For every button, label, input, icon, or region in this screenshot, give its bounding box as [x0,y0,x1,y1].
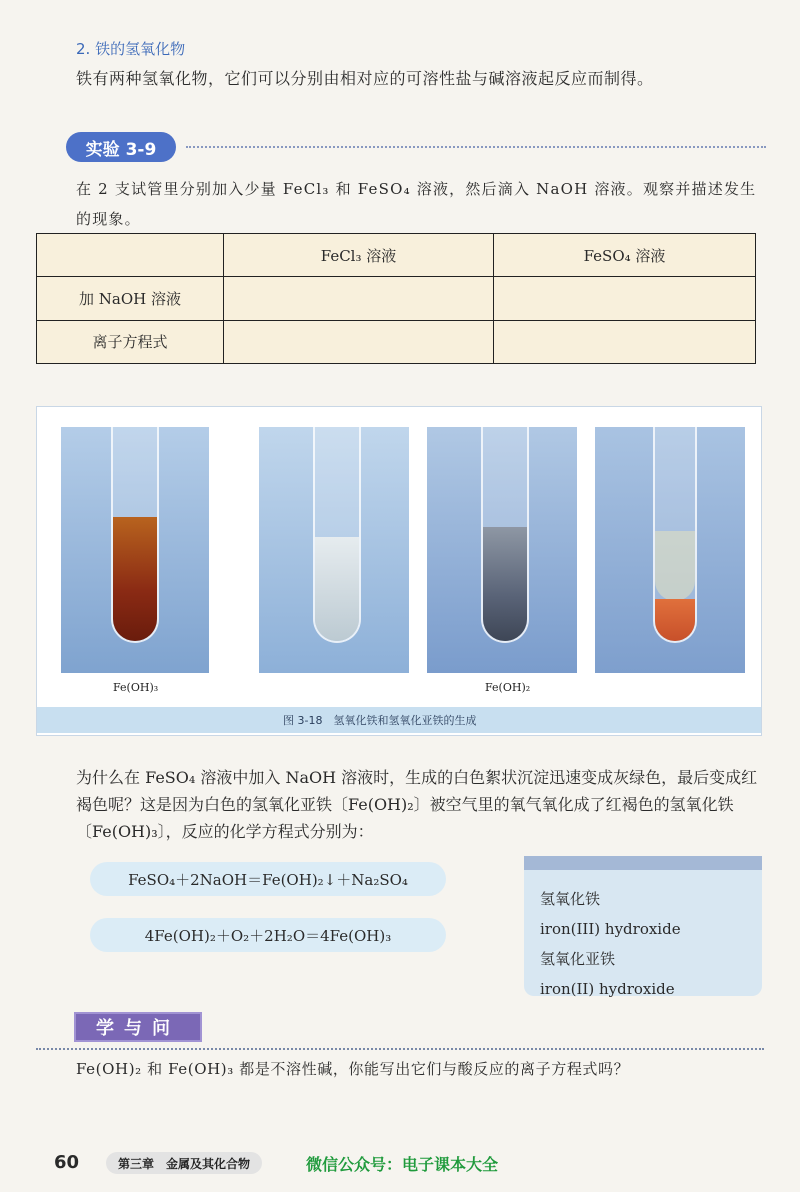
vocab-header-strip [524,856,762,870]
precipitate-red-brown [113,517,157,641]
vocab-item: iron(III) hydroxide [540,920,681,938]
page-number: 60 [54,1152,80,1173]
vocabulary-box [524,856,762,996]
photo-fe-oh3 [61,427,209,673]
precipitate-red [655,599,695,641]
solution-pale [655,531,695,601]
table-cell [37,234,224,277]
experiment-text: 在 2 支试管里分别加入少量 FeCl₃ 和 FeSO₄ 溶液，然后滴入 NaOH 溶液。观察并描述发生的现象。 [76,180,757,228]
vocab-item: 氢氧化铁 [540,890,601,908]
divider [186,146,766,148]
xuewen-badge: 学与问 [74,1012,202,1042]
photo-fe-oh2-white [259,427,409,673]
experiment-badge: 实验 3-9 [66,132,176,162]
table-header: FeSO₄ 溶液 [494,234,756,277]
divider [36,1048,764,1050]
vocab-item: 氢氧化亚铁 [540,950,616,968]
table-row-label: 加 NaOH 溶液 [37,277,224,320]
vocab-item: iron(II) hydroxide [540,980,675,998]
precipitate-gray-green [483,527,527,641]
figure-caption: 图 3-18 氢氧化铁和氢氧化亚铁的生成 [37,707,761,733]
figure [36,406,762,736]
table-header: FeCl₃ 溶液 [224,234,494,277]
figure-label-fe-oh2: Fe(OH)₂ [485,681,531,694]
photo-fe-oh2-red [595,427,745,673]
table-row-label: 离子方程式 [37,320,224,363]
table-row [37,277,756,320]
table-cell [494,320,756,363]
wechat-watermark: 微信公众号：电子课本大全 [306,1155,499,1174]
table-cell [224,277,494,320]
question-text: Fe(OH)₂ 和 Fe(OH)₃ 都是不溶性碱，你能写出它们与酸反应的离子方程式吗？ [76,1060,630,1078]
table-row [37,234,756,277]
explanation-paragraph: 为什么在 FeSO₄ 溶液中加入 NaOH 溶液时，生成的白色絮状沉淀迅速变成灰绿色，最后变成红褐色呢？这是因为白色的氢氧化亚铁〔Fe(OH)₂〕被空气里的氧气氧化成了红褐色的氢氧化铁〔Fe(OH)₃〕，反应的化学方程式分别为： [76,768,758,841]
intro-text: 铁有两种氢氧化物，它们可以分别由相对应的可溶性盐与碱溶液起反应而制得。 [76,69,654,88]
equation-1: FeSO₄＋2NaOH＝Fe(OH)₂↓＋Na₂SO₄ [90,862,446,896]
section-title: 2. 铁的氢氧化物 [76,40,186,58]
chapter-label: 第三章 金属及其化合物 [106,1152,262,1174]
observation-table [36,233,756,364]
photo-fe-oh2-green [427,427,577,673]
precipitate-white [315,537,359,641]
table-row [37,320,756,363]
equation-2: 4Fe(OH)₂＋O₂＋2H₂O＝4Fe(OH)₃ [90,918,446,952]
table-cell [494,277,756,320]
table-cell [224,320,494,363]
figure-label-fe-oh3: Fe(OH)₃ [113,681,159,694]
